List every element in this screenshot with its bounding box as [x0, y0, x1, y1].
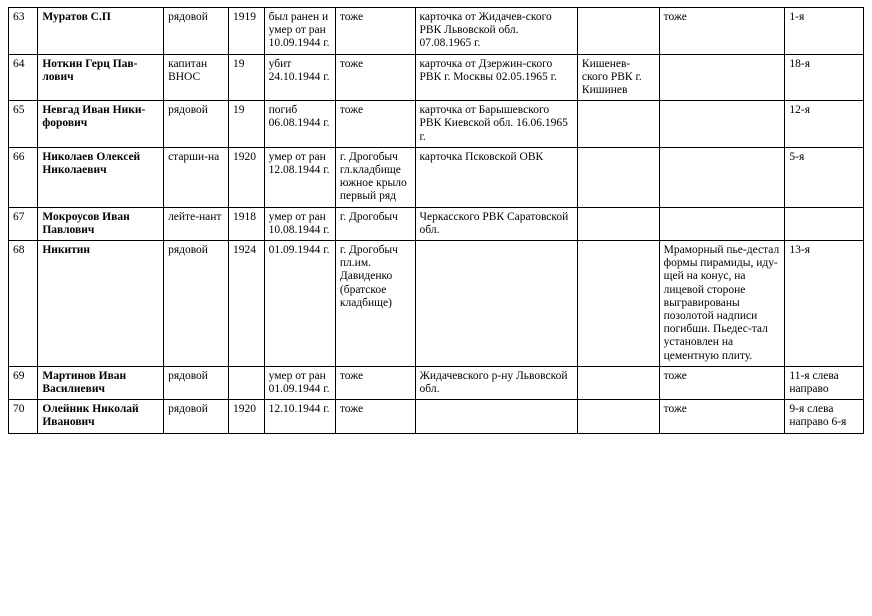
record-number: 69 — [13, 369, 25, 382]
cell-location — [785, 147, 864, 207]
cell-burial — [335, 366, 415, 399]
record-location: 9-я слева направо 6-я — [789, 403, 847, 429]
cell-rank — [164, 207, 229, 240]
record-rank: капитан ВНОС — [168, 57, 208, 83]
record-burial: тоже — [339, 369, 364, 382]
record-number: 70 — [13, 403, 25, 416]
record-year: 1920 — [233, 403, 257, 416]
record-burial: тоже — [339, 57, 364, 70]
cell-burial — [335, 54, 415, 101]
record-rank: рядовой — [168, 104, 208, 117]
table-body — [9, 8, 864, 434]
cell-name — [38, 207, 164, 240]
cell-source — [415, 207, 577, 240]
record-source: Черкасского РВК Саратовской обл. — [419, 210, 569, 236]
record-death: 12.10.1944 г. — [268, 403, 330, 416]
table-row — [9, 400, 864, 433]
table-row — [9, 54, 864, 101]
record-source: карточка от Жидачев-ского РВК Львовской обл. 07.08.1965 г. — [419, 11, 552, 50]
record-name: Муратов С.П — [42, 11, 111, 23]
record-source: Жидачевского р-ну Львовской обл. — [419, 369, 568, 396]
record-note: тоже — [663, 369, 687, 382]
document-page — [0, 7, 872, 616]
record-death: убит 24.10.1944 г. — [268, 57, 330, 83]
record-note: тоже — [663, 403, 687, 416]
record-name: Олейник Николай Иванович — [42, 403, 139, 429]
record-burial: г. Дрогобыч гл.кладбище южное крыло первый ряд — [339, 150, 407, 203]
cell-location — [785, 101, 864, 148]
cell-death — [264, 400, 335, 433]
record-death: умер от ран 10.08.1944 г. — [268, 210, 330, 236]
cell-source — [415, 101, 577, 148]
cell-burial — [335, 147, 415, 207]
cell-number — [9, 207, 38, 240]
cell-burial — [335, 101, 415, 148]
record-military: Кишенев-ского РВК г. Кишинев — [581, 57, 642, 97]
cell-name — [38, 366, 164, 399]
record-year: 1918 — [233, 210, 257, 223]
record-location: 18-я — [789, 57, 810, 70]
cell-note — [659, 241, 785, 367]
cell-number — [9, 366, 38, 399]
cell-rank — [164, 366, 229, 399]
record-location: 12-я — [789, 104, 810, 117]
cell-year — [229, 400, 265, 433]
cell-source — [415, 8, 577, 55]
cell-rank — [164, 241, 229, 367]
cell-name — [38, 147, 164, 207]
cell-source — [415, 366, 577, 399]
record-location: 1-я — [789, 11, 805, 23]
cell-rank — [164, 400, 229, 433]
record-source: карточка от Барышевского РВК Киевской обл. 16.06.1965 г. — [419, 104, 568, 143]
record-rank: рядовой — [168, 11, 208, 23]
cell-source — [415, 400, 577, 433]
record-death: умер от ран 01.09.1944 г. — [268, 369, 330, 396]
cell-military — [577, 241, 659, 367]
table-row — [9, 147, 864, 207]
cell-year — [229, 241, 265, 367]
record-name: Невгад Иван Ники-форович — [42, 104, 146, 130]
cell-military — [577, 400, 659, 433]
table-row — [9, 241, 864, 367]
cell-note — [659, 54, 785, 101]
cell-note — [659, 400, 785, 433]
table-row — [9, 207, 864, 240]
cell-note — [659, 207, 785, 240]
cell-number — [9, 54, 38, 101]
cell-death — [264, 241, 335, 367]
record-year: 19 — [233, 104, 245, 117]
cell-name — [38, 8, 164, 55]
record-number: 67 — [13, 210, 25, 223]
cell-year — [229, 8, 265, 55]
cell-name — [38, 54, 164, 101]
record-year: 1920 — [233, 150, 257, 163]
record-name: Ноткин Герц Пав-лович — [42, 57, 138, 83]
cell-death — [264, 8, 335, 55]
record-year: 1919 — [233, 11, 257, 23]
cell-number — [9, 400, 38, 433]
cell-number — [9, 147, 38, 207]
cell-year — [229, 147, 265, 207]
record-note: тоже — [663, 11, 687, 23]
cell-name — [38, 101, 164, 148]
cell-source — [415, 147, 577, 207]
cell-burial — [335, 241, 415, 367]
record-name: Никитин — [42, 244, 91, 257]
cell-military — [577, 147, 659, 207]
cell-number — [9, 101, 38, 148]
record-rank: рядовой — [168, 369, 208, 382]
record-location: 13-я — [789, 244, 810, 257]
cell-note — [659, 147, 785, 207]
cell-source — [415, 241, 577, 367]
cell-military — [577, 101, 659, 148]
cell-name — [38, 400, 164, 433]
cell-year — [229, 101, 265, 148]
cell-location — [785, 366, 864, 399]
cell-burial — [335, 8, 415, 55]
table-row — [9, 101, 864, 148]
record-death: был ранен и умер от ран 10.09.1944 г. — [268, 11, 330, 50]
record-number: 64 — [13, 57, 25, 70]
cell-burial — [335, 207, 415, 240]
burial-records-table — [8, 7, 864, 434]
record-name: Мартинов Иван Василиевич — [42, 369, 127, 396]
table-row — [9, 8, 864, 55]
cell-note — [659, 8, 785, 55]
cell-note — [659, 101, 785, 148]
table-row — [9, 366, 864, 399]
cell-rank — [164, 147, 229, 207]
record-death: погиб 06.08.1944 г. — [268, 104, 330, 130]
cell-location — [785, 8, 864, 55]
record-death: умер от ран 12.08.1944 г. — [268, 150, 330, 177]
cell-number — [9, 241, 38, 367]
cell-military — [577, 207, 659, 240]
record-burial: тоже — [339, 403, 364, 416]
record-name: Николаев Олексей Николаевич — [42, 150, 141, 177]
record-burial: г. Дрогобыч пл.им. Давиденко (братское кладбище) — [339, 244, 398, 309]
record-number: 66 — [13, 150, 25, 163]
record-location: 11-я слева направо — [789, 369, 839, 396]
cell-military — [577, 54, 659, 101]
record-burial: тоже — [339, 104, 364, 117]
record-number: 63 — [13, 11, 25, 23]
cell-burial — [335, 400, 415, 433]
cell-year — [229, 366, 265, 399]
record-death: 01.09.1944 г. — [268, 244, 330, 257]
record-year: 19 — [233, 57, 245, 70]
record-rank: старши-на — [168, 150, 220, 163]
record-location: 5-я — [789, 150, 805, 163]
record-name: Мокроусов Иван Павлович — [42, 210, 130, 236]
cell-source — [415, 54, 577, 101]
cell-location — [785, 54, 864, 101]
record-number: 68 — [13, 244, 25, 257]
cell-rank — [164, 101, 229, 148]
cell-rank — [164, 8, 229, 55]
cell-name — [38, 241, 164, 367]
cell-death — [264, 366, 335, 399]
record-burial: тоже — [339, 11, 364, 23]
record-source: карточка Псковской ОВК — [419, 150, 544, 163]
cell-location — [785, 400, 864, 433]
cell-number — [9, 8, 38, 55]
record-rank: лейте-нант — [168, 210, 222, 223]
cell-military — [577, 366, 659, 399]
record-rank: рядовой — [168, 403, 208, 416]
record-source: карточка от Дзержин-ского РВК г. Москвы 02.05.1965 г. — [419, 57, 557, 83]
cell-rank — [164, 54, 229, 101]
cell-note — [659, 366, 785, 399]
cell-death — [264, 207, 335, 240]
cell-death — [264, 101, 335, 148]
record-burial: г. Дрогобыч — [339, 210, 398, 223]
record-note: Мраморный пье-дестал формы пирамиды, иду-щей на конус, на лицевой стороне выгравированы позолотой надписи погибши. Пьедес-тал установлен на цементную плиту. — [663, 244, 780, 362]
record-number: 65 — [13, 104, 25, 117]
cell-military — [577, 8, 659, 55]
cell-year — [229, 207, 265, 240]
cell-location — [785, 207, 864, 240]
record-year: 1924 — [233, 244, 257, 257]
cell-death — [264, 147, 335, 207]
cell-death — [264, 54, 335, 101]
record-rank: рядовой — [168, 244, 208, 257]
cell-location — [785, 241, 864, 367]
cell-year — [229, 54, 265, 101]
